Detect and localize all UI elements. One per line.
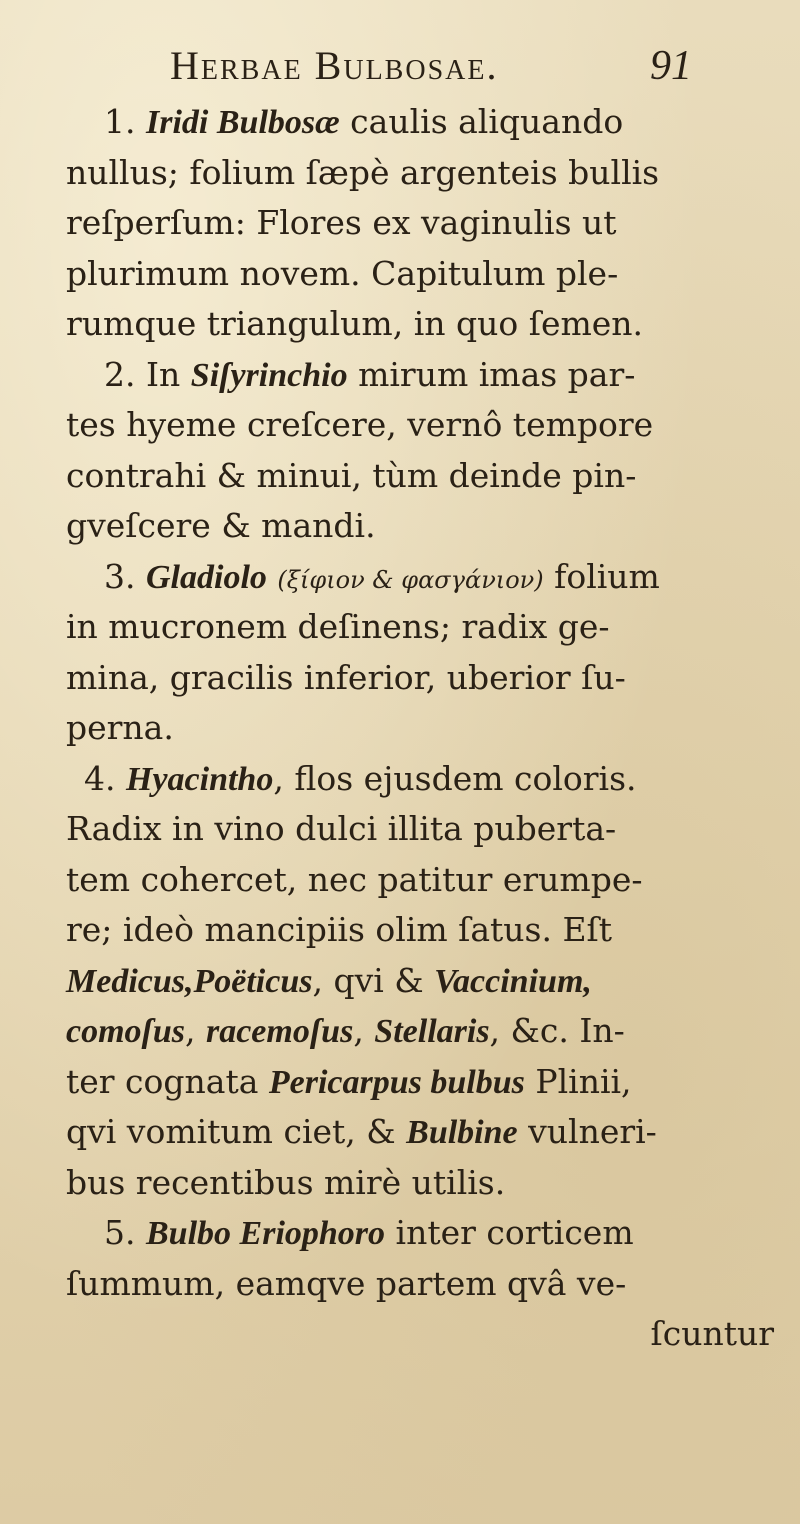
text-line: ſummum, eamqve partem qvâ ve- — [66, 1263, 627, 1303]
running-title: Herbae Bulbosae. — [170, 43, 499, 88]
text-line — [66, 552, 786, 603]
text-line: tem cohercet, nec patitur erumpe- — [66, 859, 643, 899]
line-text: In — [135, 354, 191, 394]
italic-term: racemoſus — [205, 1013, 354, 1050]
main-text — [66, 97, 786, 1360]
line-text: , qvi & — [312, 960, 435, 1000]
italic-term: Iridi Bulbosæ — [146, 104, 340, 141]
text-line — [66, 97, 786, 148]
text-line — [66, 754, 786, 805]
italic-term: Bulbo Eriophoro — [146, 1215, 386, 1252]
line-text: inter corticem — [385, 1213, 634, 1252]
text-line — [66, 350, 786, 401]
italic-term: Stellaris — [374, 1013, 490, 1050]
paragraph-number: 4. — [84, 758, 116, 798]
text-line: perna. — [66, 708, 174, 747]
line-text: ter cognata — [66, 1061, 269, 1101]
text-line: plurimum novem. Capitulum ple- — [66, 253, 619, 293]
line-text: caulis aliquando — [339, 102, 624, 141]
paragraph-number: 2. — [104, 354, 136, 394]
text-line — [66, 1208, 786, 1259]
paragraph-number: 1. — [104, 102, 136, 141]
paragraph-number: 3. — [104, 556, 136, 596]
greek-gloss: (ξίφιον & φασγάνιον) — [277, 565, 544, 594]
line-text: Plinii, — [524, 1061, 632, 1101]
text-line: contrahi & minui, tùm deinde pin- — [66, 455, 637, 495]
text-line — [66, 1057, 786, 1108]
line-text: vulneri- — [517, 1112, 657, 1151]
text-line: gveſcere & mandi. — [66, 506, 376, 545]
line-text: mirum imas par- — [347, 354, 636, 394]
italic-term: comoſus — [66, 1013, 185, 1050]
text-line: bus recentibus mirè utilis. — [66, 1162, 506, 1202]
catchword: ſcuntur — [650, 1314, 774, 1353]
italic-term: Gladiolo — [146, 558, 267, 596]
line-text: , — [185, 1011, 206, 1050]
italic-term: Pericarpus bulbus — [268, 1063, 525, 1101]
line-text: , &c. In- — [489, 1011, 625, 1050]
text-line: mina, gracilis inferior, uberior ſu- — [66, 657, 626, 697]
text-line: reſperſum: Flores ex vaginulis ut — [66, 203, 617, 242]
text-line — [66, 1006, 786, 1057]
text-line: tes hyeme creſcere, vernô tempore — [66, 405, 654, 444]
running-head — [170, 42, 710, 92]
line-text: folium — [543, 556, 660, 596]
text-line: nullus; folium ſæpè argenteis bullis — [66, 152, 660, 192]
italic-term: Siſyrinchio — [190, 356, 348, 394]
italic-term: Hyacintho — [126, 760, 274, 798]
paragraph-number: 5. — [104, 1213, 136, 1252]
text-line: re; ideò mancipiis olim ſatus. Eſt — [66, 910, 613, 949]
text-line: in mucronem deſinens; radix ge- — [66, 607, 610, 646]
line-text: qvi vomitum ciet, & — [66, 1112, 407, 1151]
italic-term: Bulbine — [406, 1114, 518, 1151]
text-line: Radix in vino dulci illita puberta- — [66, 809, 617, 848]
line-text: , flos ejusdem coloris. — [273, 758, 637, 798]
text-line — [66, 956, 786, 1007]
page-number: 91 — [650, 43, 692, 89]
line-text: , — [353, 1011, 375, 1050]
italic-term: Vaccinium, — [434, 962, 592, 1000]
text-line — [66, 1107, 786, 1158]
text-line: rumque triangulum, in quo ſemen. — [66, 304, 644, 343]
italic-term: Medicus,Poëticus — [66, 962, 313, 1000]
